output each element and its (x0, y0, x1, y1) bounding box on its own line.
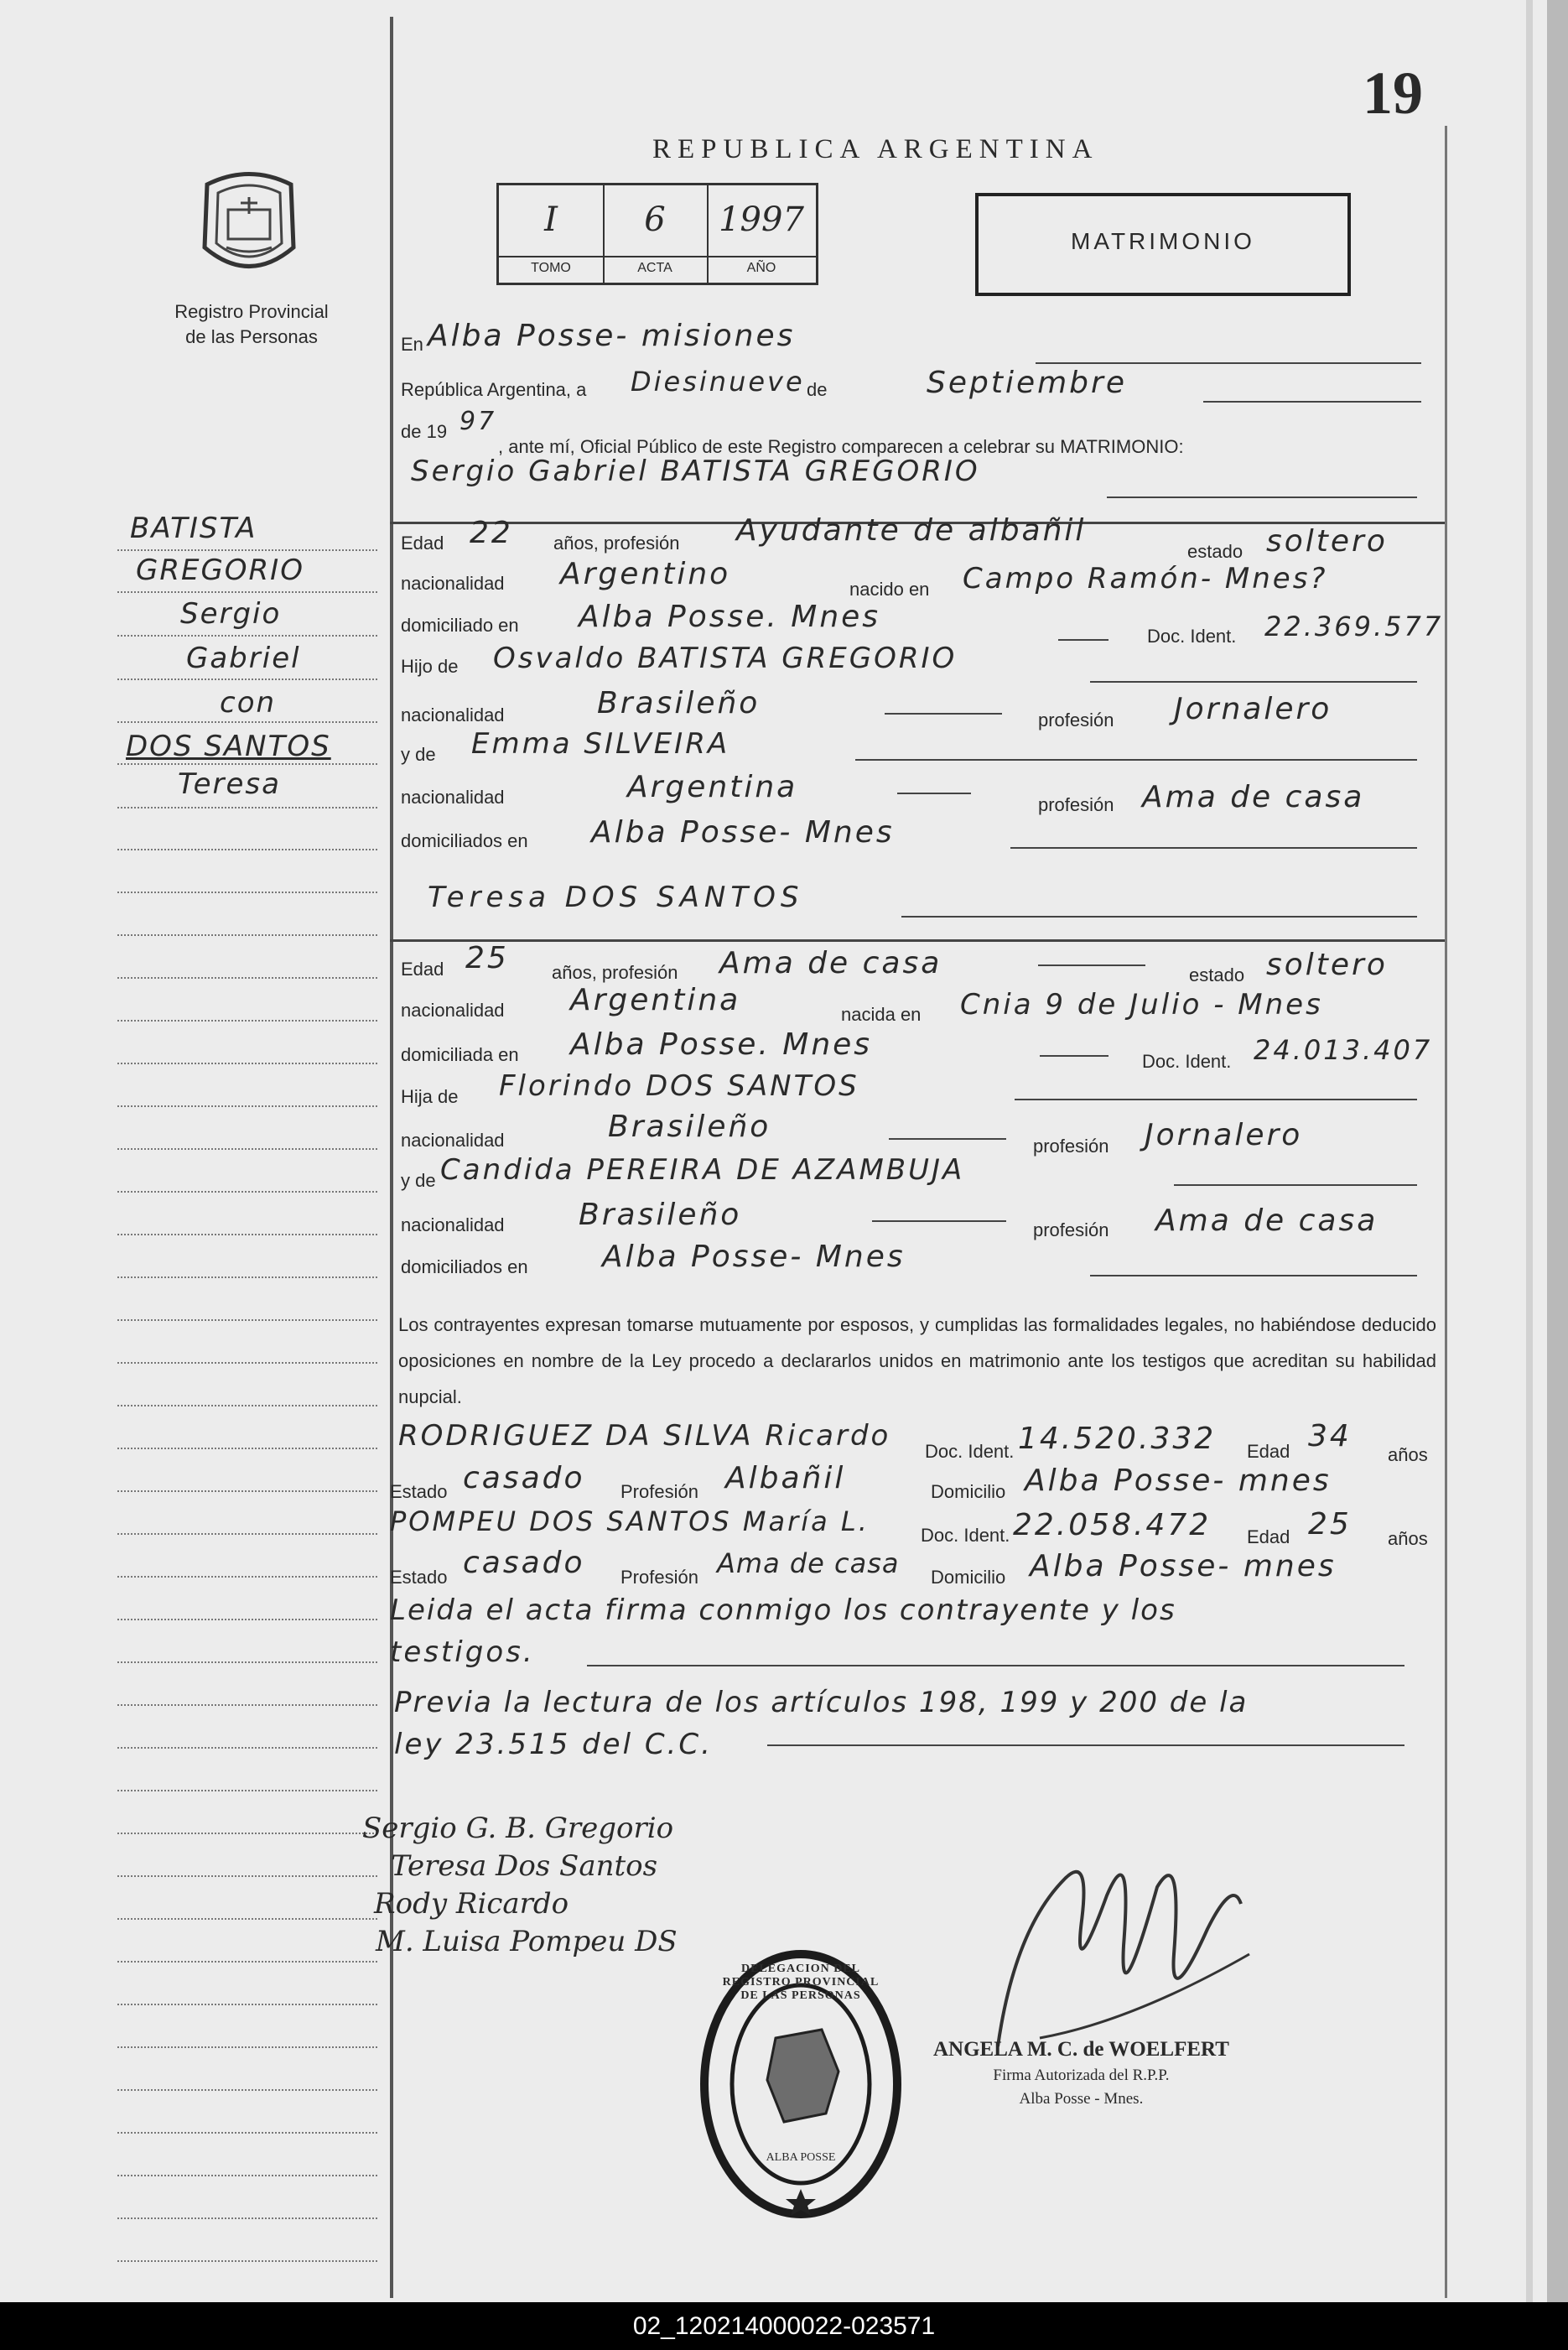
blank-line (1174, 1184, 1417, 1186)
stamp-place: ALBA POSSE (766, 2151, 836, 2164)
blank-line (901, 916, 1417, 918)
registry-name (134, 299, 369, 350)
label-w2-estado: Estado (390, 1567, 448, 1588)
bride-doc: 24.013.407 (1254, 1034, 1433, 1066)
side-bride-surname: DOS SANTOS (126, 730, 331, 763)
label-w2-anos: años (1388, 1528, 1428, 1549)
label-w2-doc: Doc. Ident. (921, 1525, 1010, 1546)
stamp-text: DELEGACION DEL REGISTRO PROVINCIAL DE LAS PERSONAS (722, 1963, 880, 2002)
label-w1-estado: Estado (390, 1481, 448, 1502)
label-ante: , ante mí, Oficial Público de este Registro comparecen a celebrar su MATRIMONIO: (498, 436, 1184, 457)
note-line2: testigos. (390, 1635, 535, 1669)
bride-domicile: Alba Posse. Mnes (570, 1027, 873, 1062)
groom-father-profession: Jornalero (1174, 692, 1332, 726)
file-id: 02_120214000022-023571 (632, 2312, 936, 2340)
label-groom-nacionalidad: nacionalidad (401, 573, 505, 594)
groom-mother-nationality: Argentina (627, 770, 798, 804)
label-w2-profesion: Profesión (620, 1567, 698, 1588)
date-year: 97 (459, 407, 497, 436)
bride-father-profession: Jornalero (1145, 1118, 1303, 1152)
witness1-status: casado (463, 1461, 585, 1495)
ano-label: AÑO (707, 256, 816, 276)
label-bride-father-prof: profesión (1033, 1136, 1109, 1157)
bride-status: soltero (1266, 948, 1388, 982)
label-republica: República Argentina, a (401, 379, 587, 400)
groom-birthplace: Campo Ramón- Mnes? (963, 562, 1328, 595)
groom-profession: Ayudante de albañil (736, 513, 1087, 548)
blank-line (1015, 1099, 1417, 1100)
blank-line (1058, 639, 1109, 641)
bride-nationality: Argentina (570, 983, 741, 1017)
file-id-bar (0, 2302, 1568, 2350)
bride-mother-profession: Ama de casa (1155, 1204, 1378, 1238)
label-groom-yde: y de (401, 744, 436, 765)
label-w1-doc: Doc. Ident. (925, 1441, 1015, 1462)
witness1-name: RODRIGUEZ DA SILVA Ricardo (398, 1419, 891, 1453)
label-groom-mother-prof: profesión (1038, 794, 1114, 815)
blank-line (889, 1138, 1006, 1140)
right-rule (1445, 126, 1447, 2298)
label-w1-edad: Edad (1247, 1441, 1290, 1462)
registry-line1: Registro Provincial (174, 301, 329, 322)
official-title: Firma Autorizada del R.P.P. (993, 2067, 1170, 2084)
label-bride-domiciliados: domiciliados en (401, 1256, 528, 1277)
blank-line (1090, 681, 1417, 683)
official-block (933, 2038, 1229, 2108)
page-edge (1547, 0, 1568, 2302)
bride-father-nationality: Brasileño (608, 1110, 771, 1144)
ano-value: 1997 (719, 200, 804, 239)
province-seal-icon (195, 168, 304, 281)
label-bride-mother-nac: nacionalidad (401, 1214, 505, 1235)
page-number: 19 (1363, 60, 1423, 127)
side-groom-surname2: GREGORIO (136, 554, 304, 587)
blank-line (855, 759, 1417, 761)
place-city: Alba Posse- misiones (428, 319, 796, 353)
registry-line2: de las Personas (185, 326, 318, 347)
bride-parents-domicile: Alba Posse- Mnes (602, 1240, 906, 1274)
side-groom-name2: Gabriel (186, 642, 301, 675)
bride-father: Florindo DOS SANTOS (499, 1069, 859, 1103)
signature-bride: Teresa Dos Santos (391, 1849, 658, 1883)
tomo-label: TOMO (499, 256, 603, 276)
blank-line (872, 1220, 1006, 1222)
groom-father: Osvaldo BATISTA GREGORIO (493, 642, 958, 675)
groom-parents-domicile: Alba Posse- Mnes (591, 815, 895, 850)
registry-stamp (696, 1946, 906, 2223)
tomo-value: I (544, 200, 558, 239)
label-bride-nacionalidad: nacionalidad (401, 1000, 505, 1021)
label-bride-nacida: nacida en (841, 1004, 922, 1025)
blank-line (1107, 497, 1417, 498)
groom-mother: Emma SILVEIRA (471, 727, 730, 761)
blank-line (1090, 1275, 1417, 1276)
label-w2-domicilio: Domicilio (931, 1567, 1006, 1588)
label-groom-doc: Doc. Ident. (1147, 626, 1237, 647)
label-groom-mother-nac: nacionalidad (401, 787, 505, 808)
ano-cell (707, 185, 816, 283)
witness2-age: 25 (1308, 1507, 1352, 1542)
acta-label: ACTA (603, 256, 707, 276)
side-bride-name: Teresa (178, 767, 281, 801)
official-name: ANGELA M. C. de WOELFERT (933, 2038, 1229, 2061)
groom-domicile: Alba Posse. Mnes (579, 600, 881, 634)
blank-line (1040, 1055, 1109, 1057)
label-groom-nacido: nacido en (849, 579, 930, 600)
declaration-text: Los contrayentes expresan tomarse mutuamente por esposos, y cumplidas las formalidades legales, no habiéndose deducido oposiciones en nombre de la Ley procedo a declararlos unidos en matrimonio ante los testigos que acreditan su habilidad nupcial. (398, 1314, 1436, 1407)
witness2-name: POMPEU DOS SANTOS María L. (390, 1505, 870, 1537)
official-signature-scribble (964, 1828, 1266, 2055)
witness2-profession: Ama de casa (717, 1547, 900, 1579)
groom-doc: 22.369.577 (1264, 611, 1444, 642)
witness1-doc: 14.520.332 (1018, 1422, 1217, 1456)
witness1-profession: Albañil (725, 1461, 846, 1495)
label-groom-domiciliados: domiciliados en (401, 830, 528, 851)
label-bride-mother-prof: profesión (1033, 1219, 1109, 1240)
label-groom-father-prof: profesión (1038, 710, 1114, 730)
witness2-status: casado (463, 1546, 585, 1580)
groom-mother-profession: Ama de casa (1142, 780, 1365, 814)
tomo-cell (499, 185, 605, 283)
witness1-age: 34 (1308, 1419, 1352, 1453)
acta-cell (603, 185, 709, 283)
bride-birthplace: Cnia 9 de Julio - Mnes (960, 988, 1323, 1022)
label-de: de (807, 379, 828, 400)
bride-mother: Candida PEREIRA DE AZAMBUJA (440, 1153, 965, 1187)
tomo-acta-box (496, 183, 818, 285)
note-line4: ley 23.515 del C.C. (394, 1728, 713, 1761)
acta-value: 6 (644, 200, 666, 239)
witness2-doc: 22.058.472 (1013, 1508, 1212, 1542)
label-bride-domiciliada: domiciliada en (401, 1044, 519, 1065)
groom-full-name: Sergio Gabriel BATISTA GREGORIO (411, 455, 980, 488)
label-bride-hija: Hija de (401, 1086, 459, 1107)
label-w1-profesion: Profesión (620, 1481, 698, 1502)
official-office: Alba Posse - Mnes. (1019, 2090, 1144, 2108)
label-bride-yde: y de (401, 1170, 436, 1191)
label-w1-anos: años (1388, 1444, 1428, 1465)
groom-status: soltero (1266, 524, 1388, 559)
blank-line (885, 713, 1002, 715)
country-title: REPUBLICA ARGENTINA (652, 134, 1099, 164)
label-bride-doc: Doc. Ident. (1142, 1051, 1232, 1072)
page-edge-inner (1526, 0, 1533, 2302)
section-divider (390, 939, 1445, 942)
label-groom-edad: Edad (401, 533, 444, 554)
label-bride-father-nac: nacionalidad (401, 1130, 505, 1151)
label-w2-edad: Edad (1247, 1526, 1290, 1547)
bride-mother-nationality: Brasileño (579, 1198, 742, 1232)
witness2-domicile: Alba Posse- mnes (1030, 1549, 1337, 1583)
label-groom-profesion: años, profesión (553, 533, 680, 554)
side-groom-surname1: BATISTA (130, 512, 257, 545)
blank-line (897, 793, 971, 794)
label-groom-estado: estado (1187, 541, 1243, 562)
date-month: Septiembre (927, 366, 1127, 400)
label-groom-domiciliado: domiciliado en (401, 615, 519, 636)
label-bride-estado: estado (1189, 964, 1245, 985)
groom-nationality: Argentino (560, 557, 731, 591)
label-de19: de 19 (401, 421, 448, 442)
label-bride-edad: Edad (401, 959, 444, 980)
witness1-domicile: Alba Posse- mnes (1025, 1464, 1332, 1498)
bride-profession: Ama de casa (719, 946, 942, 980)
blank-line (587, 1665, 1404, 1666)
note-line1: Leida el acta firma conmigo los contrayente y los (390, 1594, 1176, 1627)
blank-line (1036, 362, 1421, 364)
groom-age: 22 (470, 516, 513, 550)
label-groom-father-nac: nacionalidad (401, 704, 505, 725)
blank-line (1010, 847, 1417, 849)
signature-groom: Sergio G. B. Gregorio (362, 1812, 674, 1845)
label-bride-profesion: años, profesión (552, 962, 678, 983)
blank-line (767, 1744, 1404, 1746)
blank-line (1038, 964, 1145, 966)
label-groom-hijo: Hijo de (401, 656, 459, 677)
signature-witness1: Rody Ricardo (374, 1887, 569, 1921)
groom-father-nationality: Brasileño (597, 686, 761, 720)
label-en: En (401, 334, 423, 355)
act-type-box (975, 193, 1351, 296)
blank-line (1203, 401, 1421, 403)
bride-full-name: Teresa DOS SANTOS (428, 881, 804, 914)
side-con: con (220, 686, 277, 720)
date-day: Diesinueve (631, 366, 805, 398)
act-type: MATRIMONIO (1071, 228, 1255, 254)
signature-witness2: M. Luisa Pompeu DS (376, 1925, 678, 1958)
label-w1-domicilio: Domicilio (931, 1481, 1006, 1502)
bride-age: 25 (465, 941, 509, 975)
note-line3: Previa la lectura de los artículos 198, 199 y 200 de la (394, 1686, 1249, 1719)
side-groom-name1: Sergio (180, 597, 282, 631)
